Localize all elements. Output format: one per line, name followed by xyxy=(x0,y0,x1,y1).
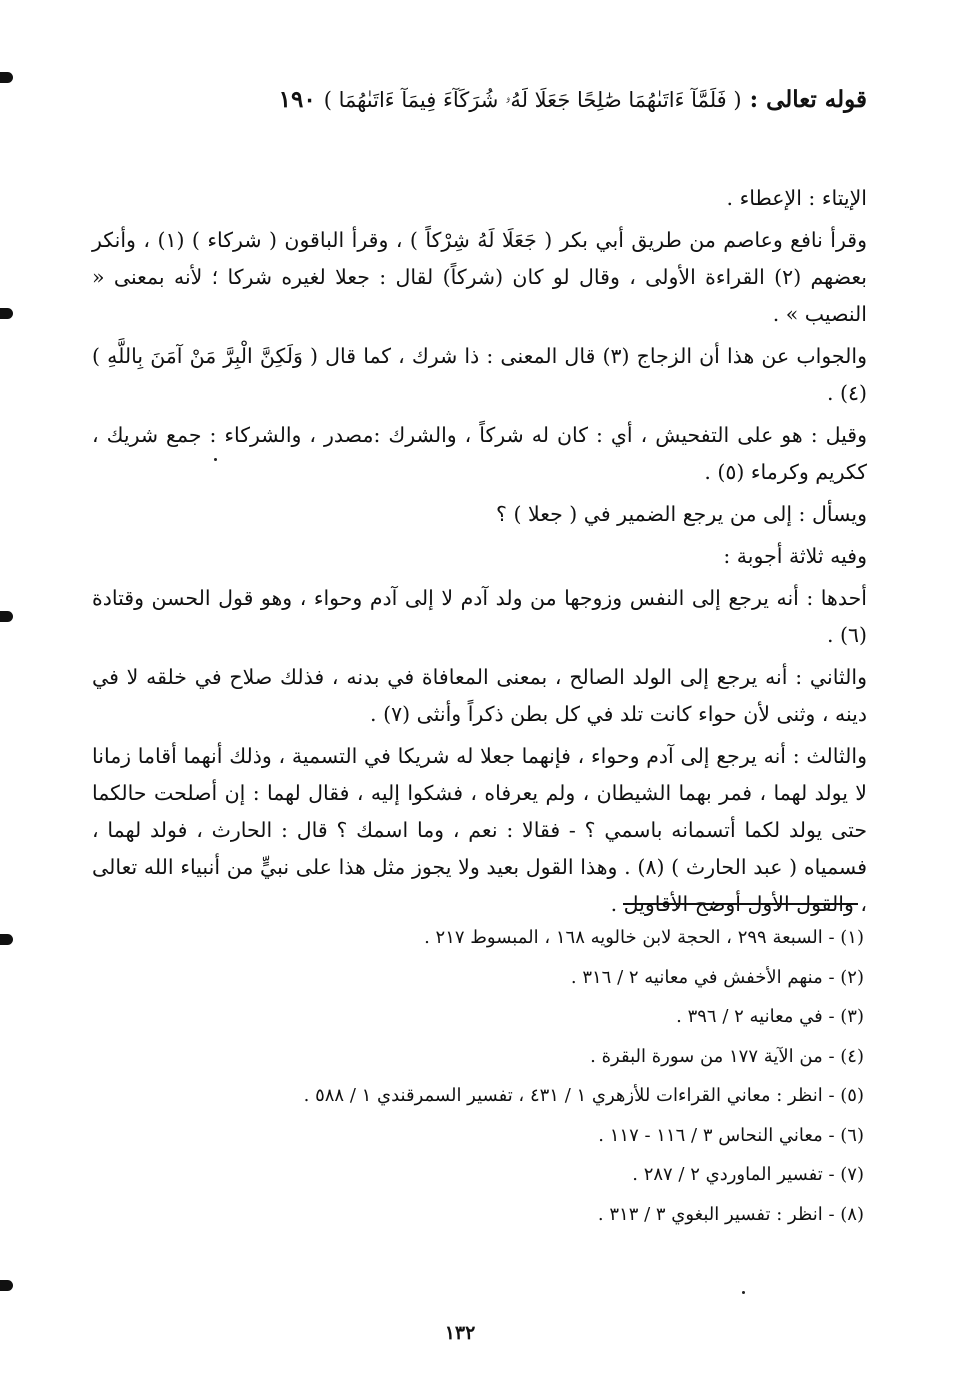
footnote-divider xyxy=(623,903,858,905)
scan-edge-mark xyxy=(0,308,13,319)
footnote: (٣) - في معانيه ٢ / ٣٩٦ . xyxy=(676,1006,864,1027)
scan-speck xyxy=(742,1291,745,1294)
footnote: (٨) - انظر : تفسير البغوي ٣ / ٣١٣ . xyxy=(597,1203,864,1225)
heading-label: قوله تعالى : xyxy=(749,86,867,113)
paragraph: وقيل : هو على التفحيش ، أي : كان له شركاً ، والشرك :مصدر ، والشركاء : جمع شريك ، ككريم وكرماء (٥) . xyxy=(92,423,867,484)
verse-text: ( فَلَمَّآ ءَاتَىٰهُمَا صَٰلِحًا جَعَلَا لَهُۥ شُرَكَآءَ فِيمَآ ءَاتَىٰهُمَا ) xyxy=(323,88,742,112)
page-number: ١٣٢ xyxy=(444,1322,476,1344)
paragraph: وفيه ثلاثة أجوبة : xyxy=(723,544,867,568)
scan-edge-mark xyxy=(0,611,13,622)
footnote: (٧) - تفسير الماوردي ٢ / ٢٨٧ . xyxy=(632,1164,864,1185)
paragraph: والجواب عن هذا أن الزجاج (٣) قال المعنى : ذا شرك ، كما قال ( وَلَكِنَّ الْبِرَّ مَنْ آمَنَ بِاللَّهِ ) (٤) . xyxy=(92,344,867,405)
paragraph: والثاني : أنه يرجع إلى الولد الصالح ، بمعنى المعافاة في بدنه ، فذلك صلاح في خلقه لا في دينه ، وثنى لأن حواء كانت تلد في كل بطن ذكراً وأنثى (٧) . xyxy=(92,665,867,726)
footnotes xyxy=(224,918,864,1234)
paragraph: ويسأل : إلى من يرجع الضمير في ( جعلا ) ؟ xyxy=(496,502,867,526)
footnote: (٦) - معاني النحاس ٣ / ١١٦ - ١١٧ . xyxy=(598,1124,864,1146)
paragraph: أحدها : أنه يرجع إلى النفس وزوجها من ولد آدم لا إلى آدم وحواء ، وهو قول الحسن وقتادة (٦) . xyxy=(92,586,867,647)
footnote: (٥) - انظر : معاني القراءات للأزهري ١ / ٤٣١ ، تفسير السمرقندي ١ / ٥٨٨ . xyxy=(303,1085,864,1106)
scan-edge-mark xyxy=(0,72,13,83)
footnote: (٤) - من الآية ١٧٧ من سورة البقرة . xyxy=(590,1045,864,1067)
verse-number: ١٩٠ xyxy=(278,86,316,113)
footnote: (٢) - منهم الأخفش في معانيه ٢ / ٣١٦ . xyxy=(570,966,864,988)
paragraph: والثالث : أنه يرجع إلى آدم وحواء ، فإنهما جعلا له شريكا في التسمية ، وذلك أنهما أقاما زمانا لا يولد لهما ، فمر بهما الشيطان ، ولم يعرفاه ، فشكوا إليه ، فقال لهما : إن أصلحت حالكما حتى يولد لكما أتسمانه باسمي ؟ - فقالا : نعم ، وما اسمك ؟ قال : الحارث ، فولد لهما ، فسمياه ( عبد الحارث ) (٨) . وهذا القول بعيد ولا يجوز مثل هذا على نبيٍّ من أنبياء الله تعالى ، والقول الأول أوضح الأقاويل . xyxy=(92,744,868,916)
scan-edge-mark xyxy=(0,934,13,945)
verse-heading xyxy=(227,86,867,113)
paragraph: الإيتاء : الإعطاء . xyxy=(726,186,867,210)
footnote: (١) - السبعة ٢٩٩ ، الحجة لابن خالويه ١٦٨ ، المبسوط ٢١٧ . xyxy=(424,927,864,948)
paragraph: وقرأ نافع وعاصم من طريق أبي بكر ( جَعَلَا لَهُ شِرْكاً ) ، وقرأ الباقون ( شركاء ) (١) ، وأنكر بعضهم (٢) القراءة الأولى ، وقال لو كان (شركاً) لقال : جعلا لغيره شركا ؛ لأنه بمعنى « النصيب » . xyxy=(92,228,867,326)
scan-edge-mark xyxy=(0,1280,13,1291)
commentary-body xyxy=(92,180,867,928)
